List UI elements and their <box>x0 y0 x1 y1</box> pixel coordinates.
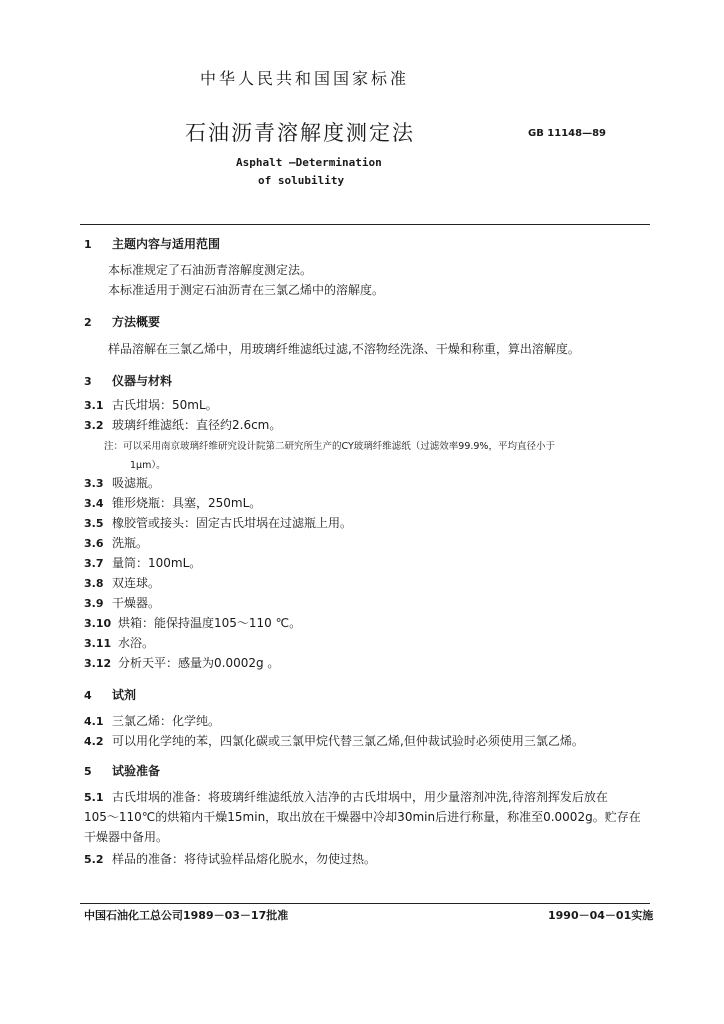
footer-divider <box>80 903 650 904</box>
list-item <box>84 554 201 571</box>
item-text: 玻璃纤维滤纸：直径约2.6cm。 <box>112 418 282 432</box>
english-title-line-1: Asphalt —Determination <box>236 156 382 169</box>
item-text: 烘箱：能保持温度105～110 ℃。 <box>118 616 302 630</box>
section-1-heading <box>84 235 220 252</box>
list-item <box>84 712 220 729</box>
list-item <box>84 534 148 551</box>
item-text: 水浴。 <box>118 636 155 650</box>
note-line-2: 1μm）。 <box>130 460 166 471</box>
standard-code: GB 11148—89 <box>528 128 607 139</box>
item-text: 洗瓶。 <box>112 536 149 550</box>
paragraph: 本标准适用于测定石油沥青在三氯乙烯中的溶解度。 <box>108 283 385 297</box>
item-text: 吸滤瓶。 <box>112 476 161 490</box>
section-5-heading <box>84 762 160 779</box>
item-text: 样品的准备：将待试验样品熔化脱水，勿使过热。 <box>112 852 377 866</box>
section-title: 仪器与材料 <box>112 374 173 388</box>
item-text: 锥形烧瓶：具塞，250mL。 <box>112 496 262 510</box>
section-title: 主题内容与适用范围 <box>112 237 221 251</box>
list-item <box>84 654 279 671</box>
list-item <box>84 614 301 631</box>
paragraph: 样品溶解在三氯乙烯中，用玻璃纤维滤纸过滤,不溶物经洗涤、干燥和称重，算出溶解度。 <box>108 342 580 356</box>
item-number: 3.5 <box>84 517 104 530</box>
item-text: 古氏坩埚：50mL。 <box>112 398 218 412</box>
section-3-heading <box>84 372 172 389</box>
item-number: 5.1 <box>84 791 104 804</box>
item-text: 分析天平：感量为0.0002g 。 <box>118 656 280 670</box>
section-number: 2 <box>84 316 92 329</box>
english-title-line-2: of solubility <box>258 174 345 187</box>
standard-organization: 中华人民共和国国家标准 <box>200 69 410 88</box>
item-text: 橡胶管或接头：固定古氏坩埚在过滤瓶上用。 <box>112 516 353 530</box>
item-number: 4.1 <box>84 715 104 728</box>
item-number: 4.2 <box>84 735 104 748</box>
list-item <box>84 574 160 591</box>
section-number: 4 <box>84 689 92 702</box>
item-number: 3.12 <box>84 657 112 670</box>
item-number: 3.9 <box>84 597 104 610</box>
section-title: 试验准备 <box>112 764 161 778</box>
section-number: 3 <box>84 375 92 388</box>
list-item <box>84 514 352 531</box>
approval-date: 中国石油化工总公司1989－03－17批准 <box>84 909 289 922</box>
section-number: 5 <box>84 765 92 778</box>
item-number: 3.1 <box>84 399 104 412</box>
item-text: 三氯乙烯：化学纯。 <box>112 714 221 728</box>
paragraph: 本标准规定了石油沥青溶解度测定法。 <box>108 263 313 277</box>
item-text: 双连球。 <box>112 576 161 590</box>
section-title: 方法概要 <box>112 315 161 329</box>
list-item <box>84 788 608 805</box>
effective-date: 1990－04－01实施 <box>548 909 654 922</box>
item-text: 量筒：100mL。 <box>112 556 202 570</box>
item-number: 3.2 <box>84 419 104 432</box>
list-item <box>84 732 584 749</box>
item-text: 古氏坩埚的准备：将玻璃纤维滤纸放入洁净的古氏坩埚中，用少量溶剂冲洗,待溶剂挥发后放在 <box>112 790 608 804</box>
item-text: 可以用化学纯的苯，四氯化碳或三氯甲烷代替三氯乙烯,但仲裁试验时必须使用三氯乙烯。 <box>112 734 584 748</box>
item-number: 3.4 <box>84 497 104 510</box>
section-4-heading <box>84 686 136 703</box>
item-text: 干燥器。 <box>112 596 161 610</box>
item-number: 3.8 <box>84 577 104 590</box>
list-item <box>84 396 218 413</box>
document-title: 石油沥青溶解度测定法 <box>185 121 415 145</box>
list-item <box>84 634 154 651</box>
list-item <box>84 416 281 433</box>
item-number: 3.3 <box>84 477 104 490</box>
section-number: 1 <box>84 238 92 251</box>
section-title: 试剂 <box>112 688 137 702</box>
paragraph-continuation: 干燥器中备用。 <box>84 830 169 844</box>
item-number: 5.2 <box>84 853 104 866</box>
item-number: 3.10 <box>84 617 112 630</box>
note-line-1: 注：可以采用南京玻璃纤维研究设计院第二研究所生产的CY玻璃纤维滤纸（过滤效率99.9%，平均直径小于 <box>104 441 555 452</box>
item-number: 3.6 <box>84 537 104 550</box>
list-item <box>84 594 160 611</box>
header-divider <box>80 224 650 225</box>
list-item <box>84 474 160 491</box>
item-number: 3.7 <box>84 557 104 570</box>
list-item <box>84 494 261 511</box>
item-number: 3.11 <box>84 637 112 650</box>
section-2-heading <box>84 313 160 330</box>
paragraph-continuation: 105～110℃的烘箱内干燥15min，取出放在干燥器中冷却30min后进行称量，称准至0.0002g。贮存在 <box>84 810 641 824</box>
list-item <box>84 850 376 867</box>
